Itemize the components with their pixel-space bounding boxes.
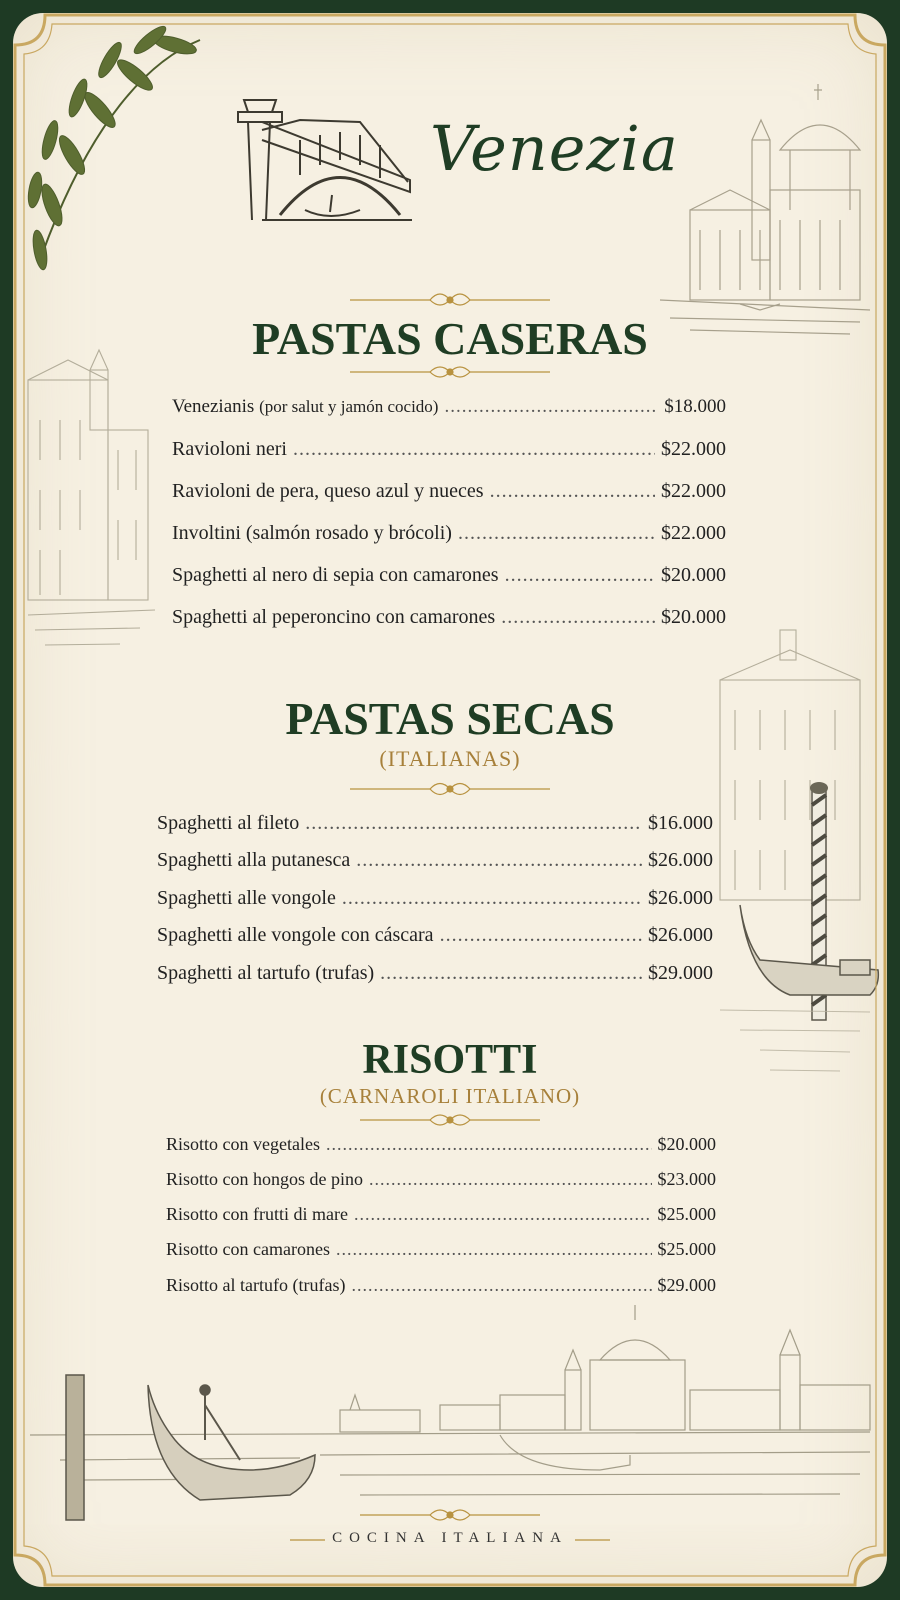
leader-dots [444, 396, 658, 418]
list-item [166, 1204, 716, 1225]
leader-dots [490, 480, 655, 503]
item-price: $22.000 [661, 438, 726, 460]
item-name: Spaghetti alle vongole [157, 887, 336, 909]
item-price: $26.000 [648, 887, 713, 909]
list-item [172, 396, 726, 418]
section-title-pastas-caseras: PASTAS CASERAS [252, 313, 648, 364]
list-item [166, 1239, 716, 1260]
leader-dots [351, 1275, 651, 1296]
item-name: Spaghetti alla putanesca [157, 849, 351, 871]
item-price: $20.000 [657, 1134, 716, 1154]
leader-dots [458, 522, 655, 545]
section-subtitle-pastas-secas: (ITALIANAS) [379, 746, 521, 771]
item-price: $22.000 [661, 522, 726, 544]
item-name: Ravioloni neri [172, 438, 287, 460]
item-price: $20.000 [661, 564, 726, 586]
item-price: $26.000 [648, 849, 713, 871]
leader-dots [380, 962, 642, 985]
list-item [166, 1169, 716, 1190]
section-title-risotti: RISOTTI [362, 1037, 538, 1083]
item-name: Risotto con hongos de pino [166, 1169, 363, 1189]
leader-dots [369, 1169, 652, 1190]
list-item [157, 962, 713, 985]
item-price: $29.000 [648, 962, 713, 984]
item-name: Spaghetti al nero di sepia con camarones [172, 564, 499, 586]
olive-branch-icon [26, 23, 200, 271]
list-item [172, 522, 726, 545]
item-price: $25.000 [657, 1239, 716, 1259]
section-title-pastas-secas: PASTAS SECAS [285, 693, 615, 744]
leader-dots [336, 1239, 652, 1260]
left-buildings-sketch [28, 350, 155, 645]
list-item [172, 480, 726, 503]
leader-dots [342, 887, 642, 910]
list-item [172, 438, 726, 461]
footer-tagline: COCINA ITALIANA [332, 1530, 568, 1546]
list-item [157, 924, 713, 947]
item-price: $22.000 [661, 480, 726, 502]
rialto-bridge-icon [238, 100, 412, 220]
gondola-icon [740, 905, 878, 995]
item-name: Spaghetti alle vongole con cáscara [157, 924, 434, 946]
item-name: Risotto con frutti di mare [166, 1204, 348, 1224]
item-name: Risotto al tartufo (trufas) [166, 1275, 346, 1295]
leader-dots [354, 1204, 652, 1225]
brand-name: Venezia [430, 112, 679, 185]
bottom-skyline-sketch [30, 1305, 870, 1495]
list-item [172, 564, 726, 587]
gondola-icon [148, 1385, 315, 1500]
list-item [166, 1275, 716, 1296]
item-price: $16.000 [648, 812, 713, 834]
item-name: Ravioloni de pera, queso azul y nueces [172, 480, 484, 502]
leader-dots [326, 1134, 652, 1155]
leader-dots [293, 438, 655, 461]
item-name: Risotto con camarones [166, 1239, 330, 1259]
item-price: $26.000 [648, 924, 713, 946]
venice-skyline-icon [660, 84, 870, 334]
leader-dots [440, 924, 642, 947]
item-name: Risotto con vegetales [166, 1134, 320, 1154]
item-name: Involtini (salmón rosado y brócoli) [172, 522, 452, 544]
item-price: $23.000 [657, 1169, 716, 1189]
item-name: Spaghetti al tartufo (trufas) [157, 962, 375, 984]
list-item [172, 606, 726, 629]
item-price: $25.000 [657, 1204, 716, 1224]
section-subtitle-risotti: (CARNAROLI ITALIANO) [319, 1084, 581, 1108]
list-item [166, 1134, 716, 1155]
leader-dots [501, 606, 655, 629]
item-price: $18.000 [664, 396, 726, 417]
leader-dots [356, 849, 642, 872]
item-name: Spaghetti al peperoncino con camarones [172, 606, 496, 628]
item-name: Venezianis (por salut y jamón cocido) [172, 396, 439, 417]
leader-dots [305, 812, 642, 835]
list-item [157, 812, 713, 835]
item-name: Spaghetti al fileto [157, 812, 300, 834]
list-item [157, 887, 713, 910]
mooring-pole-icon [66, 1375, 84, 1520]
leader-dots [505, 564, 655, 587]
item-price: $20.000 [661, 606, 726, 628]
item-price: $29.000 [657, 1275, 716, 1295]
list-item [157, 849, 713, 872]
